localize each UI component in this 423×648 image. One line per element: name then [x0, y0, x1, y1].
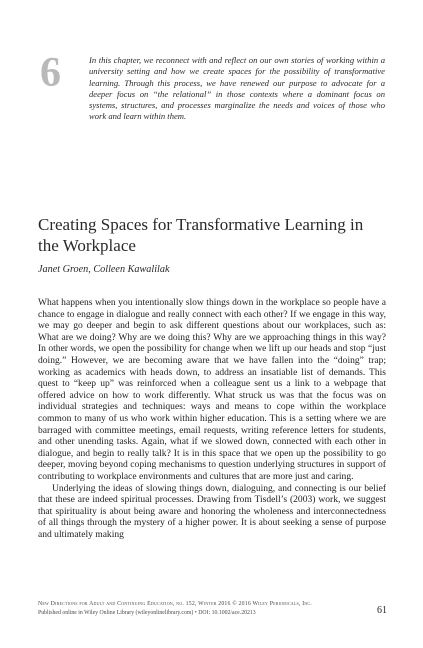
chapter-number: 6: [40, 50, 61, 96]
chapter-authors: Janet Groen, Colleen Kawalilak: [38, 264, 170, 275]
chapter-title: Creating Spaces for Transformative Learning in the Workplace: [38, 215, 364, 255]
page-footer: [38, 600, 338, 617]
chapter-abstract: In this chapter, we reconnect with and reflect on our own stories of working within a university setting and how we create spaces for the possibility of transformative learning. Through this process, we have renewed our purpose to advocate for a deeper focus on “the relational” in those contexts where a dominant focus on systems, structures, and processes marginalize the needs and voices of those who work and learn within them.: [89, 55, 385, 122]
body-paragraph: What happens when you intentionally slow things down in the workplace so people have a chance to engage in dialogue and really connect with each other? If we engage in this way, we may go deeper and begin to ask different questions about our workplaces, such as: What are we doing? Why are we doing this? Why are we approaching things in this way? In other words, we open the possibility for change when we lift up our heads and stop “just doing.” However, we are becoming aware that we have fallen into the “doing” trap; working as academics with heads down, to address an insatiable list of demands. This quest to “keep up” was reinforced when a colleague sent us a link to a webpage that offered advice on how to work differently. What struck us was that the focus was on individual strategies and techniques: ways and means to cope within the workplace common to many of us who work within higher education. This is a setting where we are barraged with committee meetings, email requests, writing reference letters for students, and other unending tasks. Again, what if we slowed down, connected with each other in dialogue, and begin to really talk? It is in this space that we open up the possibility to go deeper, moving beyond coping mechanisms to question underlying structures in support of contributing to workplace environments and cultures that are more just and caring.: [38, 297, 386, 482]
body-paragraph: Underlying the ideas of slowing things down, dialoguing, and connecting is our belief that these are indeed spiritual processes. Drawing from Tisdell’s (2003) work, we suggest that spirituality is about being aware and honoring the wholeness and interconnectedness of all things through the mystery of a higher power. It is about seeking a sense of purpose and ultimately making: [38, 482, 386, 540]
footer-journal-line: New Directions for Adult and Continuing Education, no. 152, Winter 2016 © 2016 Wiley Periodicals, Inc.: [38, 601, 312, 607]
page-number: 61: [377, 605, 387, 616]
body-text: [38, 297, 386, 595]
footer-doi-line: Published online in Wiley Online Library (wileyonlinelibrary.com) • DOI: 10.1002/ace.20213: [38, 609, 256, 616]
